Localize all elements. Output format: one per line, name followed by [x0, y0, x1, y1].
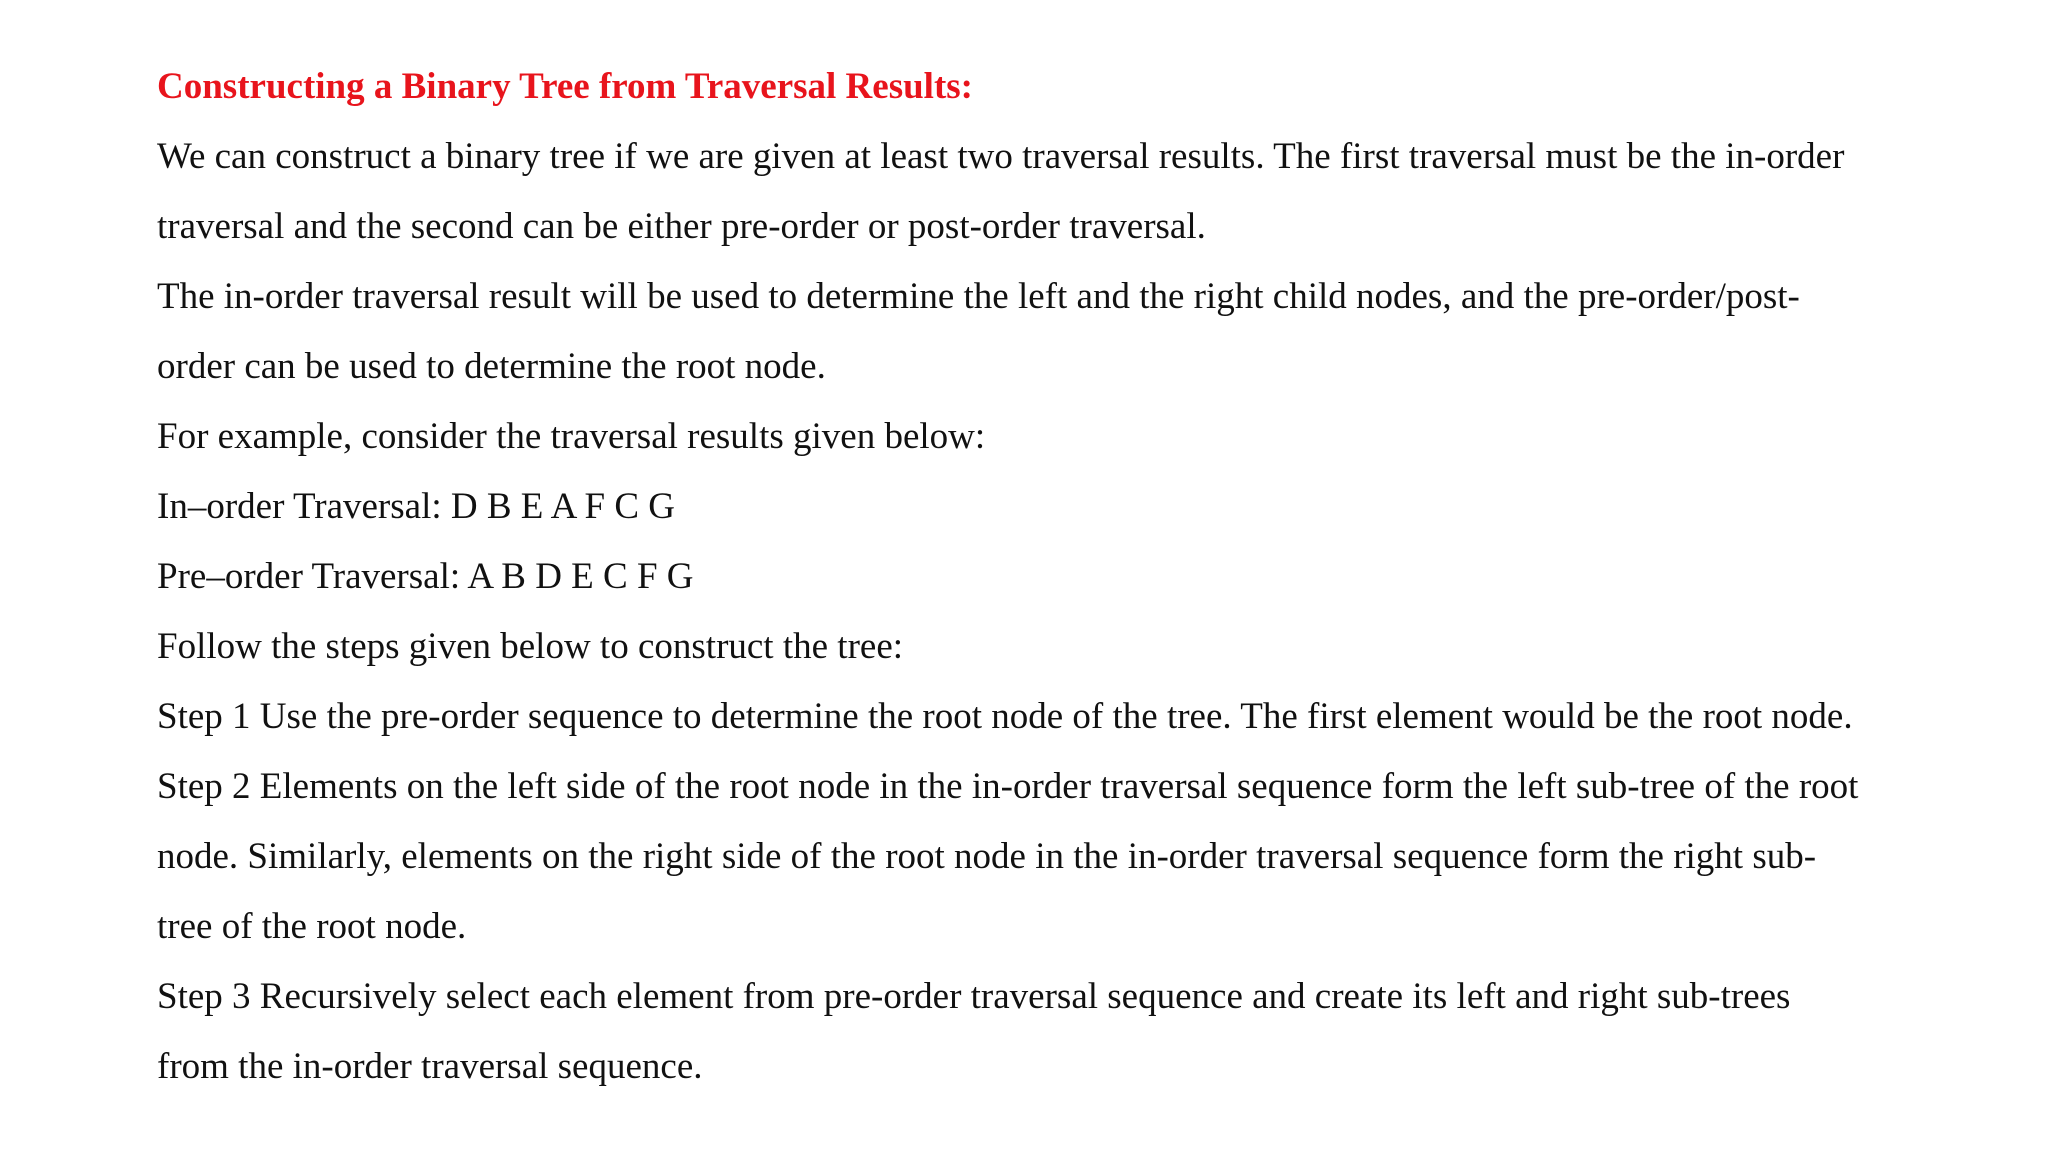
paragraph-line: We can construct a binary tree if we are given at least two traversal results. The first traversal must be the in-order [157, 136, 1845, 177]
paragraph-line: traversal and the second can be either pre-order or post-order traversal. [157, 206, 1206, 247]
step-1-line: Step 1 Use the pre-order sequence to determine the root node of the tree. The first element would be the root node. [157, 696, 1853, 737]
preorder-traversal-line: Pre–order Traversal: A B D E C F G [157, 556, 694, 597]
paragraph-line: order can be used to determine the root node. [157, 346, 826, 387]
document-body [157, 52, 1997, 1102]
step-3-line: from the in-order traversal sequence. [157, 1046, 703, 1087]
paragraph-line: Follow the steps given below to construct the tree: [157, 626, 904, 667]
step-2-line: node. Similarly, elements on the right side of the root node in the in-order traversal sequence form the right sub- [157, 836, 1817, 877]
section-heading: Constructing a Binary Tree from Traversal Results: [157, 66, 973, 107]
step-3-line: Step 3 Recursively select each element from pre-order traversal sequence and create its left and right sub-trees [157, 976, 1791, 1017]
paragraph-line: For example, consider the traversal results given below: [157, 416, 986, 457]
inorder-traversal-line: In–order Traversal: D B E A F C G [157, 486, 675, 527]
step-2-line: tree of the root node. [157, 906, 467, 947]
step-2-line: Step 2 Elements on the left side of the root node in the in-order traversal sequence form the left sub-tree of the root [157, 766, 1859, 807]
paragraph-line: The in-order traversal result will be used to determine the left and the right child nodes, and the pre-order/post- [157, 276, 1800, 317]
